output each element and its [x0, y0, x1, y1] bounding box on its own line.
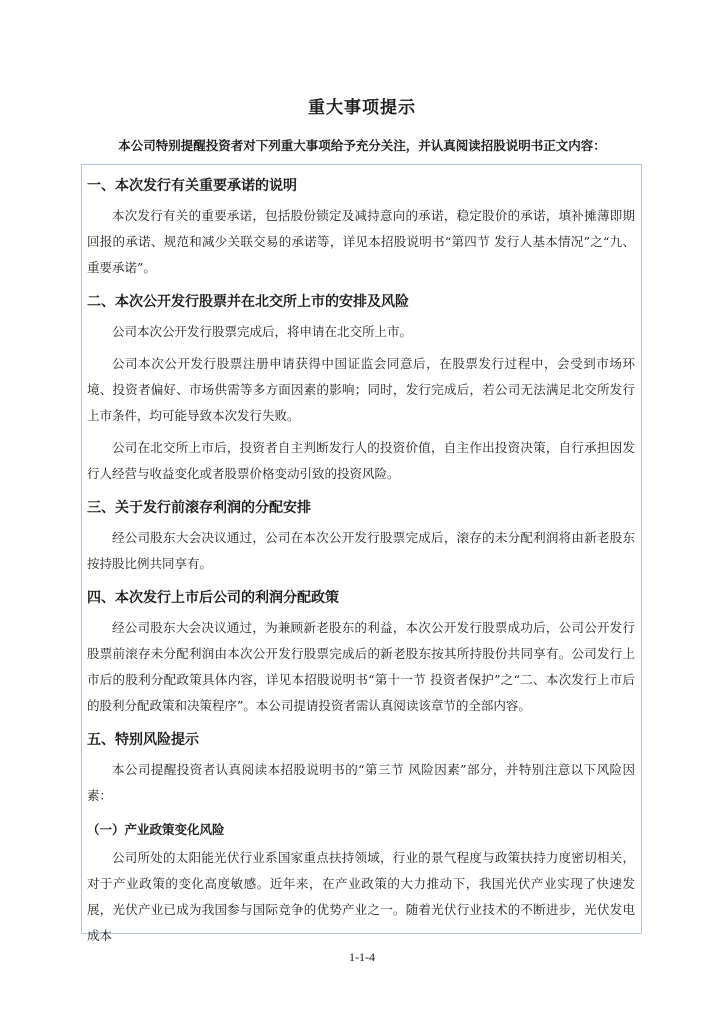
section-3-paragraph-1: 经公司股东大会决议通过，公司在本次公开发行股票完成后，滚存的未分配利润将由新老股东按持股比例共同享有。	[87, 530, 635, 571]
section-heading-2: 二、本次公开发行股票并在北交所上市的安排及风险	[87, 294, 409, 310]
subsection-heading: （一）产业政策变化风险	[87, 822, 225, 837]
section-heading-5: 五、特别风险提示	[87, 732, 199, 748]
page-number: 1-1-4	[349, 950, 375, 964]
section-heading-4: 四、本次发行上市后公司的利润分配政策	[87, 590, 339, 606]
section-2-paragraph-1: 公司本次公开发行股票完成后，将申请在北交所上市。	[112, 324, 413, 339]
section-1-paragraph-1: 本次发行有关的重要承诺，包括股份锁定及减持意向的承诺，稳定股价的承诺，填补摊薄即期回报的承诺、规范和减少关联交易的承诺等，详见本招股说明书“第四节 发行人基本情况”之“九、重要承诺”。	[87, 208, 635, 275]
section-2-paragraph-2: 公司本次公开发行股票注册申请获得中国证监会同意后，在股票发行过程中，会受到市场环境、投资者偏好、市场供需等多方面因素的影响；同时，发行完成后，若公司无法满足北交所发行上市条件，均可能导致本次发行失败。	[87, 356, 635, 423]
page-title: 重大事项提示	[308, 98, 416, 118]
section-5-paragraph-1: 本公司提醒投资者认真阅读本招股说明书的“第三节 风险因素”部分，并特别注意以下风险因素：	[87, 762, 635, 803]
section-4-paragraph-1: 经公司股东大会决议通过，为兼顾新老股东的利益，本次公开发行股票成功后，公司公开发行股票前滚存未分配利润由本次公开发行股票完成后的新老股东按其所持股份共同享有。公司发行上市后的股利分配政策具体内容，详见本招股说明书“第十一节 投资者保护”之“二、本次发行上市后的股利分配政策和决策程序”。本公司提请投资者需认真阅读该章节的全部内容。	[87, 620, 635, 713]
subsection-paragraph-1: 公司所处的太阳能光伏行业系国家重点扶持领域，行业的景气程度与政策扶持力度密切相关，对于产业政策的变化高度敏感。近年来，在产业政策的大力推动下，我国光伏产业实现了快速发展，光伏产业已成为我国参与国际竞争的优势产业之一。随着光伏行业技术的不断进步，光伏发电成本	[87, 850, 635, 943]
section-2-paragraph-3: 公司在北交所上市后，投资者自主判断发行人的投资价值，自主作出投资决策，自行承担因发行人经营与收益变化或者股票价格变动引致的投资风险。	[87, 440, 635, 481]
content-box	[81, 164, 642, 943]
section-heading-1: 一、本次发行有关重要承诺的说明	[87, 178, 297, 194]
section-heading-3: 三、关于发行前滚存利润的分配安排	[87, 500, 311, 516]
page-subtitle: 本公司特别提醒投资者对下列重大事项给予充分关注，并认真阅读招股说明书正文内容：	[118, 138, 606, 153]
